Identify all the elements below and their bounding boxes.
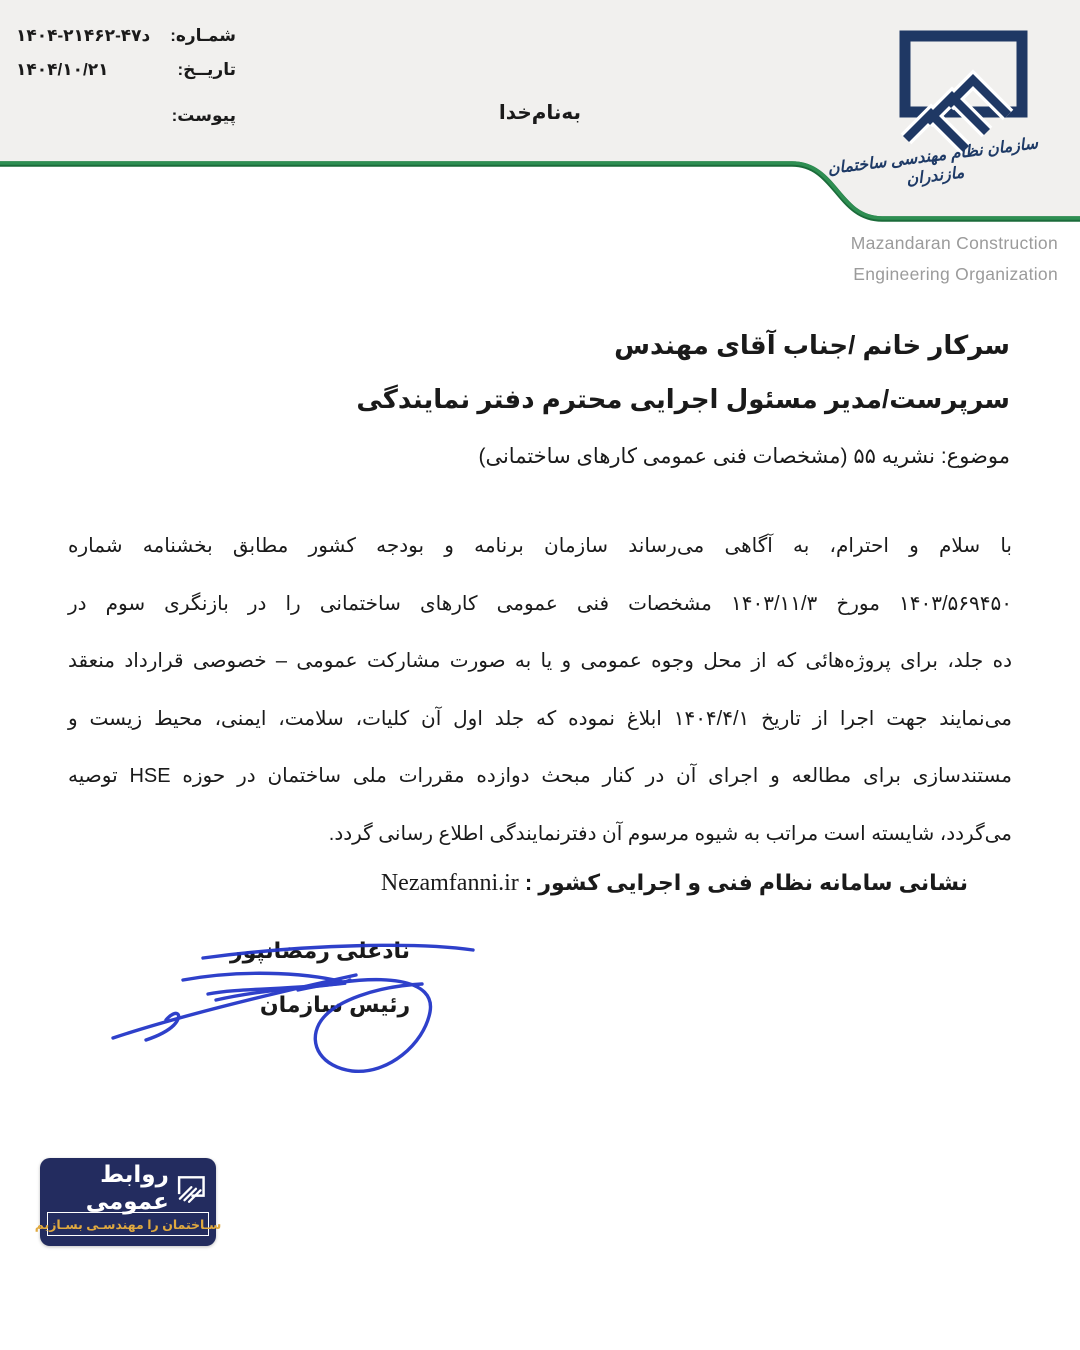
public-relations-badge: [34, 1158, 222, 1246]
date-label: تاریــخ:: [177, 60, 236, 79]
body-line-2: ۱۴۰۳/۵۶۹۴۵۰ مورخ ۱۴۰۳/۱۱/۳ مشخصات فنی عمومی کارهای ساختمانی را در بازنگری سوم در: [68, 592, 1012, 615]
badge-title: روابط عمومی: [85, 1161, 169, 1214]
badge-logo-icon: [173, 1166, 208, 1210]
attachment-label: پیوست:: [171, 106, 236, 125]
body-line-1: با سلام و احترام، به آگاهی می‌رساند سازمان برنامه و بودجه کشور مطابق بخشنامه شماره: [68, 535, 1012, 557]
salutation-line2: سرپرست/مدیر مسئول اجرایی محترم دفتر نمایندگی: [356, 384, 1010, 414]
website-url: Nezamfanni.ir: [380, 870, 519, 896]
body-line-5: مستندسازی برای مطالعه و اجرای آن در کنار مبحث دوازده مقررات ملی ساختمان در حوزه HSE توصیه: [68, 765, 1012, 787]
body-paragraph: [68, 518, 1012, 863]
org-name-english-line1: Mazandaran Construction: [850, 233, 1058, 253]
number-value: ۱۴۰۴-د۴۷-۲۱۴۶۲: [16, 26, 151, 45]
number-label: شمـاره:: [170, 26, 236, 45]
besmellah-text: به‌نام‌خدا: [498, 102, 582, 124]
website-line: [70, 870, 968, 897]
organization-logo-icon: [0, 0, 1080, 232]
org-name-english: [798, 228, 1058, 290]
body-line-3: ده جلد، برای پروژه‌هائی که از محل وجوه عمومی و یا به صورت مشارکت عمومی – خصوصی قرارداد منعقد: [68, 650, 1012, 672]
org-name-english-line2: Engineering Organization: [853, 264, 1058, 284]
salutation-line1: سرکار خانم /جناب آقای مهندس: [614, 330, 1010, 360]
badge-top-row: [48, 1161, 208, 1214]
date-value: ۱۴۰۴/۱۰/۲۱: [16, 60, 109, 79]
body-line-4: می‌نمایند جهت اجرا از تاریخ ۱۴۰۴/۴/۱ ابلاغ نموده که جلد اول آن کلیات، سلامت، ایمنی، محیط زیست و: [68, 707, 1012, 730]
badge-slogan: سـاختمان را مهندسـی بسـازیم: [34, 1217, 222, 1232]
website-label: نشانی سامانه نظام فنی و اجرایی کشور :: [524, 870, 968, 895]
signer-name: نادعلی رمضانپور: [229, 938, 411, 963]
subject-line: موضوع: نشریه ۵۵ (مشخصات فنی عمومی کارهای ساختمانی): [478, 445, 1010, 468]
signer-title: رئیس سازمان: [259, 992, 411, 1017]
org-name-farsi: سازمان نظام مهندسی ساختمان مازندران: [826, 135, 1039, 189]
badge-slogan-box: [34, 1212, 222, 1236]
body-line-6: می‌گردد، شایسته است مراتب به شیوه مرسوم آن دفترنمایندگی اطلاع رسانی گردد.: [328, 822, 1012, 845]
